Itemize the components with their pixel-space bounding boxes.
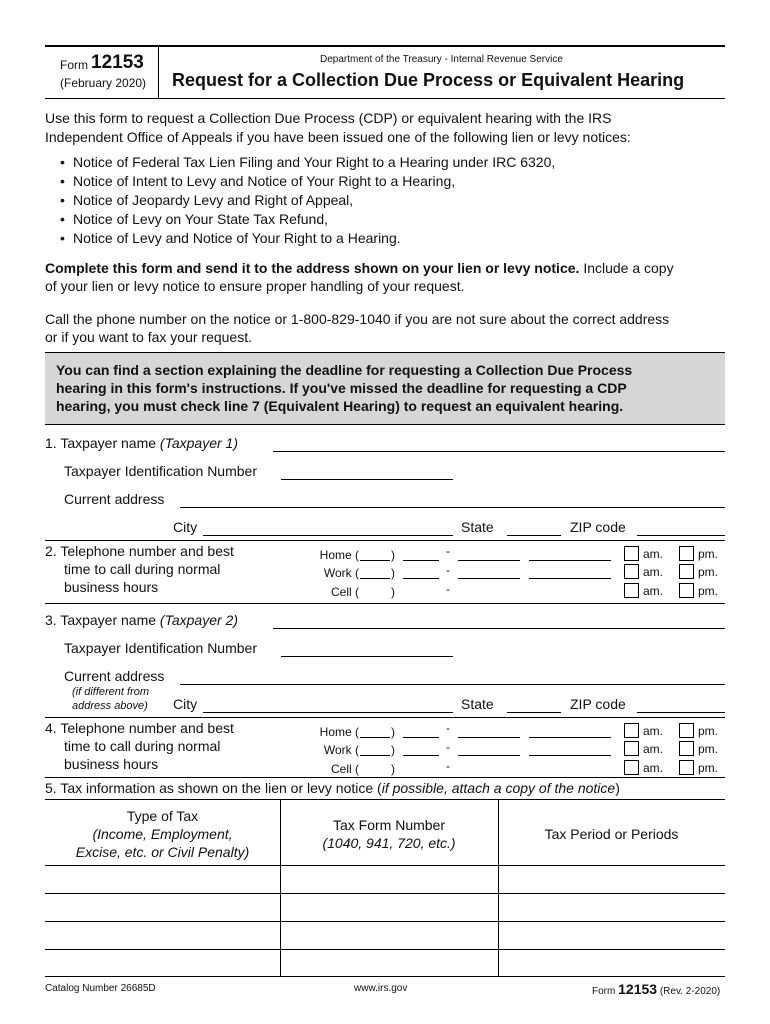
website: www.irs.gov — [354, 983, 408, 994]
taxpayer1-sub-label: (Taxpayer 1) — [159, 435, 238, 451]
table-row[interactable] — [45, 866, 725, 893]
tax-table-header-form — [280, 816, 498, 852]
deadline-notice-line-1: You can find a section explaining the deadline for requesting a Collection Due Process — [56, 362, 633, 378]
dash: - — [446, 563, 450, 577]
footer-form-word: Form — [592, 986, 616, 997]
table-row[interactable] — [45, 950, 725, 976]
taxpayer1-state-label: State — [461, 519, 494, 535]
phone2-home-am-checkbox[interactable] — [624, 723, 639, 738]
agency-name: Department of the Treasury - Internal Revenue Service — [320, 54, 563, 65]
paren-close: ) — [391, 585, 395, 599]
taxpayer2-zip-label: ZIP code — [570, 696, 626, 712]
call-instruction-line-1: Call the phone number on the notice or 1-800-829-1040 if you are not sure about the correct address — [45, 311, 670, 327]
footer-form-number: 12153 — [618, 981, 658, 997]
home-label: Home ( — [319, 725, 359, 739]
taxpayer1-tin-input[interactable] — [281, 479, 453, 480]
call-instruction-line-2: or if you want to fax your request. — [45, 329, 252, 345]
am-label: am. — [643, 742, 664, 756]
pm-label: pm. — [698, 761, 719, 775]
list-item: • Notice of Federal Tax Lien Filing and Your Right to a Hearing under IRC 6320, — [60, 153, 555, 172]
phone1-numbers — [300, 546, 730, 602]
divider — [45, 717, 725, 718]
phone1-home-time[interactable] — [529, 560, 611, 561]
paren-close: ) — [391, 762, 395, 776]
phone2-work-area-code[interactable] — [360, 755, 390, 756]
tax-table-top-rule — [45, 799, 725, 800]
am-label: am. — [643, 584, 664, 598]
taxpayer2-name-label: 3. Taxpayer name (Taxpayer 2) — [45, 612, 238, 628]
phone2-home-pm-checkbox[interactable] — [679, 723, 694, 738]
phone1-work-area-code[interactable] — [360, 578, 390, 579]
catalog-number: Catalog Number 26685D — [45, 983, 156, 994]
deadline-notice-line-3: hearing, you must check line 7 (Equivalent Hearing) to request an equivalent hearing. — [56, 398, 624, 414]
taxpayer1-tin-label: Taxpayer Identification Number — [64, 463, 257, 479]
taxpayer2-address-label: Current address — [64, 668, 165, 684]
phone2-work-number[interactable] — [458, 755, 520, 756]
form-number: 12153 — [91, 52, 144, 73]
dash: - — [446, 721, 450, 735]
phone1-label-line-1: 2. Telephone number and best — [45, 543, 234, 559]
tax-table-bottom-rule — [45, 976, 725, 977]
phone1-work-number[interactable] — [458, 578, 520, 579]
cell-label: Cell ( — [330, 585, 359, 599]
phone2-numbers — [300, 723, 730, 779]
phone1-cell-pm-checkbox[interactable] — [679, 583, 694, 598]
list-item: • Notice of Intent to Levy and Notice of Your Right to a Hearing, — [60, 172, 555, 191]
deadline-notice-line-2: hearing in this form's instructions. If you've missed the deadline for requesting a CDP — [56, 380, 627, 396]
tax-table-header-type — [45, 807, 280, 861]
phone2-home-time[interactable] — [529, 737, 611, 738]
intro-line-1: Use this form to request a Collection Due Process (CDP) or equivalent hearing with the IRS — [45, 110, 612, 126]
am-label: am. — [643, 724, 664, 738]
pm-label: pm. — [698, 724, 719, 738]
phone1-home-area-code[interactable] — [360, 560, 390, 561]
phone1-work-pm-checkbox[interactable] — [679, 564, 694, 579]
footer-rev: (Rev. 2-2020) — [659, 986, 721, 997]
phone1-home-number[interactable] — [458, 560, 520, 561]
taxpayer1-city-label: City — [173, 519, 198, 535]
home-label: Home ( — [319, 548, 359, 562]
dash: - — [446, 759, 450, 773]
notice-type-list — [60, 153, 555, 248]
col1-title: Type of Tax — [126, 808, 199, 824]
taxpayer1-name-label: 1. Taxpayer name (Taxpayer 1) — [45, 435, 238, 451]
dash: - — [446, 582, 450, 596]
form-date: (February 2020) — [60, 76, 147, 90]
taxpayer2-state-label: State — [461, 696, 494, 712]
phone2-home-area-code[interactable] — [360, 737, 390, 738]
table-row[interactable] — [45, 922, 725, 949]
pm-label: pm. — [698, 584, 719, 598]
phone1-home-pm-checkbox[interactable] — [679, 546, 694, 561]
footer-form-id — [592, 981, 720, 997]
col1-sub-2: Excise, etc. or Civil Penalty) — [75, 844, 250, 860]
taxpayer1-address-label: Current address — [64, 491, 165, 507]
taxpayer2-city-input[interactable] — [203, 712, 453, 713]
am-label: am. — [643, 565, 664, 579]
taxpayer1-state-input[interactable] — [507, 535, 561, 536]
col2-sub: (1040, 941, 720, etc.) — [322, 835, 456, 851]
list-item: • Notice of Jeopardy Levy and Right of Appeal, — [60, 191, 555, 210]
if-different-note-1: (if different from — [72, 686, 150, 698]
paren-close: ) — [391, 548, 395, 562]
header-divider — [158, 46, 159, 98]
pm-label: pm. — [698, 547, 719, 561]
work-label: Work ( — [323, 566, 359, 580]
tax-table-header-period: Tax Period or Periods — [544, 826, 679, 842]
phone2-label-line-1: 4. Telephone number and best — [45, 720, 234, 736]
taxpayer2-zip-input[interactable] — [637, 712, 725, 713]
phone1-work-prefix[interactable] — [403, 578, 439, 579]
taxpayer2-tin-label: Taxpayer Identification Number — [64, 640, 257, 656]
if-different-note-2: address above) — [72, 700, 148, 712]
phone2-home-prefix[interactable] — [403, 737, 439, 738]
phone2-work-prefix[interactable] — [403, 755, 439, 756]
paren-close: ) — [391, 725, 395, 739]
deadline-notice-box — [45, 352, 725, 425]
taxpayer2-address-input[interactable] — [180, 684, 725, 685]
am-label: am. — [643, 547, 664, 561]
phone1-work-time[interactable] — [529, 578, 611, 579]
divider — [45, 540, 725, 541]
phone1-home-am-checkbox[interactable] — [624, 546, 639, 561]
taxpayer2-city-label: City — [173, 696, 198, 712]
phone2-work-pm-checkbox[interactable] — [679, 741, 694, 756]
intro-line-2: Independent Office of Appeals if you have been issued one of the following lien or levy notices: — [45, 129, 631, 145]
dash: - — [446, 740, 450, 754]
divider — [45, 777, 725, 778]
cell-label: Cell ( — [330, 762, 359, 776]
phone1-home-prefix[interactable] — [403, 560, 439, 561]
list-item: • Notice of Levy on Your State Tax Refund, — [60, 210, 555, 229]
table-row[interactable] — [45, 894, 725, 921]
pm-label: pm. — [698, 742, 719, 756]
taxpayer2-tin-input[interactable] — [281, 656, 453, 657]
list-item: • Notice of Levy and Notice of Your Right to a Hearing. — [60, 229, 555, 248]
header-top-rule — [45, 45, 725, 47]
taxpayer1-address-input[interactable] — [180, 507, 725, 508]
divider — [45, 603, 725, 604]
phone2-cell-pm-checkbox[interactable] — [679, 760, 694, 775]
taxpayer2-sub-label: (Taxpayer 2) — [159, 612, 238, 628]
phone1-work-am-checkbox[interactable] — [624, 564, 639, 579]
section5-label: 5. Tax information as shown on the lien or levy notice (if possible, attach a copy of the notice) — [45, 780, 620, 796]
phone2-cell-am-checkbox[interactable] — [624, 760, 639, 775]
taxpayer2-state-input[interactable] — [507, 712, 561, 713]
phone1-label-line-2: time to call during normal — [64, 561, 221, 577]
form-word: Form — [60, 58, 88, 72]
form-title: Request for a Collection Due Process or Equivalent Hearing — [172, 70, 685, 90]
taxpayer1-city-input[interactable] — [203, 535, 453, 536]
phone2-label-line-3: business hours — [64, 756, 159, 772]
section5-label-italic: if possible, attach a copy of the notice — [381, 780, 616, 796]
phone1-cell-am-checkbox[interactable] — [624, 583, 639, 598]
header-bottom-rule — [45, 98, 725, 99]
complete-instruction-rest: Include a copy — [583, 260, 674, 276]
complete-instruction-line-1 — [45, 260, 674, 276]
phone2-work-am-checkbox[interactable] — [624, 741, 639, 756]
col2-title: Tax Form Number — [332, 817, 446, 833]
dash: - — [446, 544, 450, 558]
work-label: Work ( — [323, 743, 359, 757]
complete-instruction-bold: Complete this form and send it to the address shown on your lien or levy notice. — [45, 260, 580, 276]
phone2-label-line-2: time to call during normal — [64, 738, 221, 754]
paren-close: ) — [391, 743, 395, 757]
taxpayer1-zip-label: ZIP code — [570, 519, 626, 535]
col1-sub-1: (Income, Employment, — [92, 826, 233, 842]
pm-label: pm. — [698, 565, 719, 579]
taxpayer1-name-input[interactable] — [273, 451, 725, 452]
taxpayer2-name-input[interactable] — [273, 628, 725, 629]
complete-instruction-line-2: of your lien or levy notice to ensure proper handling of your request. — [45, 278, 465, 294]
paren-close: ) — [391, 566, 395, 580]
phone1-label-line-3: business hours — [64, 579, 159, 595]
taxpayer1-zip-input[interactable] — [637, 535, 725, 536]
am-label: am. — [643, 761, 664, 775]
phone2-work-time[interactable] — [529, 755, 611, 756]
phone2-home-number[interactable] — [458, 737, 520, 738]
